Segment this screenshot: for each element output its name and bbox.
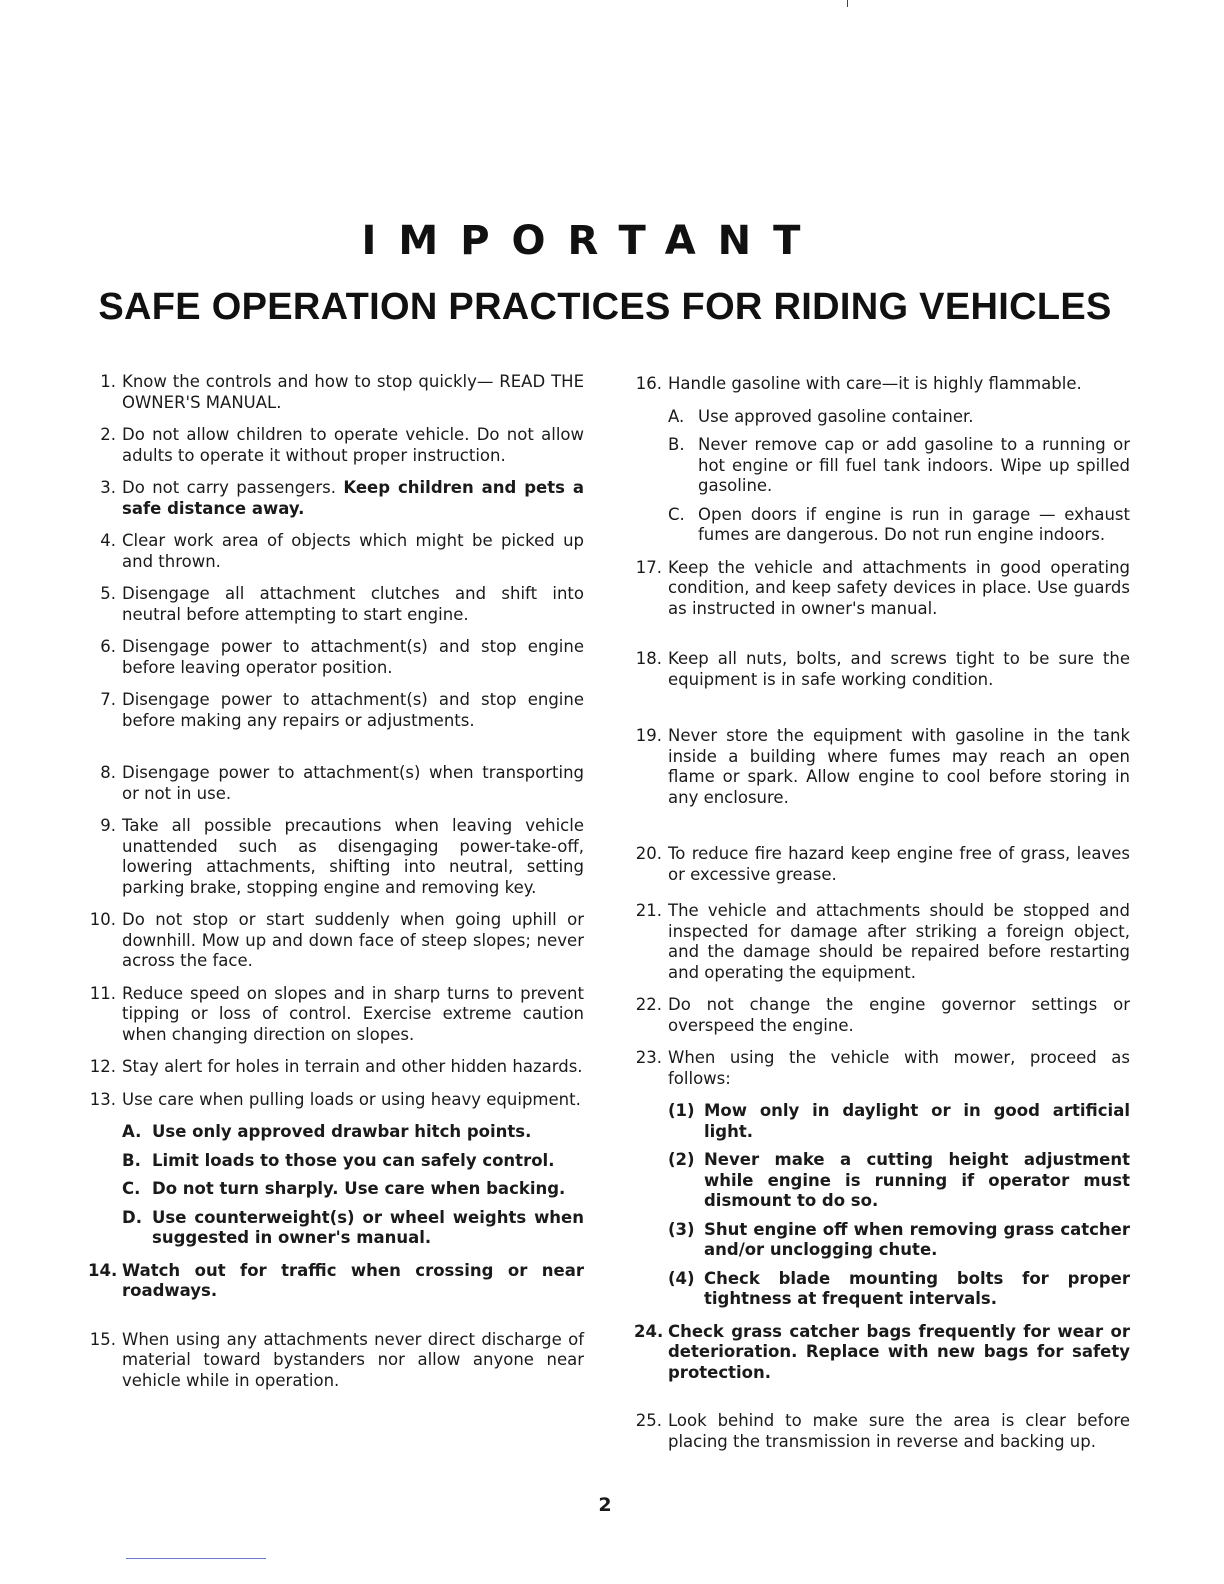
item-number: 20. (635, 844, 662, 863)
item-number: 5. (100, 584, 116, 603)
item-text: Watch out for traffic when crossing or near roadways. (122, 1260, 584, 1300)
item-text: Look behind to make sure the area is clear before placing the transmission in reverse and backing up. (668, 1411, 1130, 1451)
item-number: 13. (89, 1089, 116, 1109)
item-text: Keep the vehicle and attachments in good operating condition, and keep safety devices in place. Use guards as instructed in owner's manual. (668, 557, 1130, 618)
sub-item (122, 1122, 584, 1143)
sub-item (668, 1150, 1130, 1212)
item-text: Keep all nuts, bolts, and screws tight to be sure the equipment is in safe working condition. (668, 649, 1130, 689)
item-number: 23. (635, 1048, 662, 1067)
item-text: When using the vehicle with mower, proceed as follows: (668, 1048, 1130, 1088)
sub-item (668, 407, 1130, 428)
item-text-emphasis: Keep children and pets a safe distance away. (122, 478, 584, 518)
sub-item-letter: D. (122, 1207, 142, 1227)
sub-item (122, 1208, 584, 1249)
item-text: Disengage power to attachment(s) when transporting or not in use. (122, 763, 584, 803)
list-item (634, 374, 1130, 395)
sub-item-letter: C. (122, 1179, 141, 1198)
item-text: Do not stop or start suddenly when going uphill or downhill. Mow up and down face of steep slopes; never across the face. (122, 910, 584, 970)
list-item (634, 726, 1130, 808)
item-number: 2. (100, 425, 116, 444)
page-subtitle: SAFE OPERATION PRACTICES FOR RIDING VEHICLES (98, 286, 1112, 328)
sub-item-text: Shut engine off when removing grass catcher and/or unclogging chute. (704, 1219, 1130, 1259)
list-item (88, 584, 584, 625)
item-number: 21. (635, 901, 662, 920)
item-number: 24. (634, 1321, 664, 1341)
list-item (634, 995, 1130, 1036)
list-item (88, 637, 584, 678)
list-item (634, 649, 1130, 690)
item-text: Know the controls and how to stop quickly— READ THE OWNER'S MANUAL. (122, 372, 584, 412)
sub-item-text: Open doors if engine is run in garage — exhaust fumes are dangerous. Do not run engine indoors. (698, 504, 1130, 544)
item-number: 7. (100, 690, 116, 709)
list-item (88, 1090, 584, 1111)
list-item (88, 816, 584, 898)
sub-item (668, 1220, 1130, 1261)
sub-item (668, 435, 1130, 497)
item-text: Reduce speed on slopes and in sharp turns to prevent tipping or loss of control. Exercise extreme caution when changing direction on slopes. (122, 983, 584, 1044)
sub-item-letter: A. (668, 406, 685, 426)
scan-mark (847, 0, 848, 7)
footnote-rule (126, 1558, 266, 1559)
item-text: Do not change the engine governor settings or overspeed the engine. (668, 995, 1130, 1035)
item-number: 15. (89, 1329, 116, 1349)
sub-item-text: Check blade mounting bolts for proper tightness at frequent intervals. (704, 1268, 1130, 1308)
list-item (88, 984, 584, 1046)
item-text: Disengage power to attachment(s) and stop engine before leaving operator position. (122, 637, 584, 677)
item-number: 8. (100, 763, 116, 782)
item-text: Disengage all attachment clutches and shift into neutral before attempting to start engine. (122, 584, 584, 624)
item-text: Stay alert for holes in terrain and other hidden hazards. (122, 1057, 583, 1076)
sub-item (668, 1101, 1130, 1142)
item-text: Disengage power to attachment(s) and stop engine before making any repairs or adjustments. (122, 690, 584, 730)
item-text: Use care when pulling loads or using heavy equipment. (122, 1089, 581, 1109)
item-text: Clear work area of objects which might be picked up and thrown. (122, 531, 584, 571)
item-number: 16. (635, 374, 662, 393)
list-item (88, 1057, 584, 1078)
list-item (88, 910, 584, 972)
list-item (88, 478, 584, 519)
list-item (634, 1411, 1130, 1452)
sub-item-number: (4) (668, 1268, 695, 1288)
sub-item-text: Use counterweight(s) or wheel weights when suggested in owner's manual. (152, 1207, 584, 1247)
page-title: IMPORTANT (361, 218, 823, 264)
list-item (634, 1322, 1130, 1384)
list-item (88, 690, 584, 731)
item-number: 18. (635, 649, 662, 668)
item-text: Take all possible precautions when leaving vehicle unattended such as disengaging power-take-off, lowering attachments, shifting into neutral, setting parking brake, stopping engine and removing key. (122, 816, 584, 897)
item-number: 17. (635, 557, 662, 577)
list-item (88, 372, 584, 413)
item-number: 19. (635, 726, 662, 745)
list-item (634, 844, 1130, 885)
list-item (88, 1330, 584, 1392)
item-text: Check grass catcher bags frequently for wear or deterioration. Replace with new bags for safety protection. (668, 1321, 1130, 1382)
item-text: To reduce fire hazard keep engine free of grass, leaves or excessive grease. (668, 844, 1130, 884)
item-number: 22. (635, 995, 662, 1014)
item-number: 12. (89, 1057, 116, 1076)
sub-item (122, 1179, 584, 1200)
item-number: 6. (100, 637, 116, 656)
list-item (634, 558, 1130, 620)
item-number: 25. (635, 1411, 662, 1430)
item-number: 1. (100, 372, 116, 391)
sub-item-text: Mow only in daylight or in good artificial light. (704, 1101, 1130, 1141)
list-item (88, 1261, 584, 1302)
sub-item-text: Never make a cutting height adjustment while engine is running if operator must dismount to do so. (704, 1150, 1130, 1210)
sub-item (122, 1151, 584, 1172)
right-column (634, 372, 1130, 1452)
item-text: Do not carry passengers. (122, 478, 336, 497)
sub-item (668, 505, 1130, 546)
sub-item-letter: B. (122, 1150, 141, 1170)
sub-item-text: Use only approved drawbar hitch points. (152, 1122, 532, 1141)
item-number: 14. (88, 1260, 118, 1280)
item-number: 4. (100, 531, 116, 550)
sub-item-letter: B. (668, 435, 685, 454)
item-text: The vehicle and attachments should be stopped and inspected for damage after striking a foreign object, and the damage should be repaired before restarting and operating the equipment. (668, 901, 1130, 982)
sub-item-letter: C. (668, 504, 685, 524)
sub-item-number: (2) (668, 1150, 695, 1169)
list-item (88, 763, 584, 804)
sub-item-number: (3) (668, 1219, 695, 1239)
item-text: Never store the equipment with gasoline in the tank inside a building where fumes may reach an open flame or spark. Allow engine to cool before storing in any enclosure. (668, 726, 1130, 807)
list-item (88, 531, 584, 572)
sub-item-text: Do not turn sharply. Use care when backing. (152, 1179, 566, 1198)
sub-item-text: Limit loads to those you can safely control. (152, 1150, 555, 1170)
item-number: 10. (89, 910, 116, 929)
item-text: Do not allow children to operate vehicle. Do not allow adults to operate it without proper instruction. (122, 425, 584, 465)
sub-item (668, 1269, 1130, 1310)
item-number: 11. (89, 983, 116, 1003)
item-text: When using any attachments never direct discharge of material toward bystanders nor allow anyone near vehicle while in operation. (122, 1329, 584, 1390)
page-number: 2 (598, 1494, 612, 1516)
list-item (634, 901, 1130, 983)
list-item (634, 1048, 1130, 1089)
sub-item-letter: A. (122, 1122, 142, 1141)
sub-item-text: Use approved gasoline container. (698, 406, 974, 426)
item-number: 3. (100, 478, 116, 497)
left-column (88, 372, 584, 1391)
item-text: Handle gasoline with care—it is highly flammable. (668, 374, 1082, 393)
sub-item-text: Never remove cap or add gasoline to a running or hot engine or fill fuel tank indoors. Wipe up spilled gasoline. (698, 435, 1130, 495)
sub-item-number: (1) (668, 1101, 695, 1120)
list-item (88, 425, 584, 466)
item-number: 9. (100, 816, 116, 835)
